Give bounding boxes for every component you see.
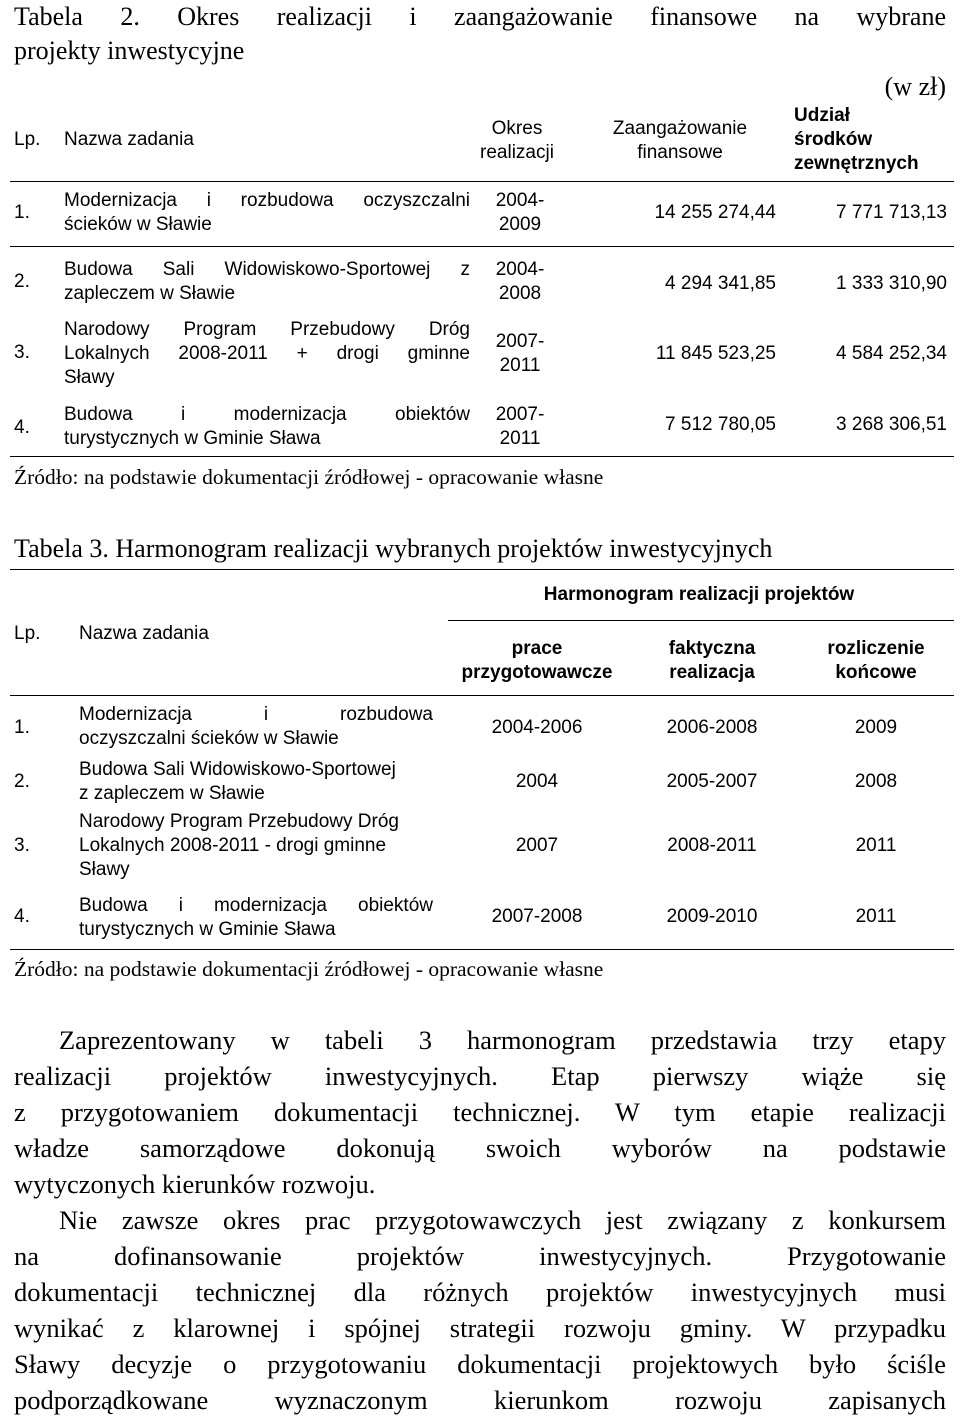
table2-row4-external: 3 268 306,51 — [836, 414, 947, 435]
body-p1-line: Zaprezentowany w tabeli 3 harmonogram przedstawia trzy etapy — [59, 1025, 946, 1055]
table2-row3-name: Narodowy Program Przebudowy Dróg Lokalnych 2008-2011 + drogi gminne Sławy — [64, 319, 470, 388]
table2-row1-name: Modernizacja i rozbudowa oczyszczalni ścieków w Sławie — [64, 190, 470, 235]
table2-row1-rule — [10, 246, 954, 247]
table2-caption-line1: Tabela 2. Okres realizacji i zaangażowanie finansowe na wybrane — [14, 2, 946, 31]
table2-row1-lp: 1. — [14, 202, 30, 223]
body-p2-line: na dofinansowanie projektów inwestycyjnych. Przygotowanie — [14, 1241, 946, 1271]
table2-header-lp: Lp. — [14, 129, 41, 150]
table3-row3-actual: 2008-2011 — [667, 835, 757, 856]
table2-row1-period: 2004- 2009 — [495, 190, 545, 235]
table3-header-prep: prace przygotowawcze — [461, 638, 613, 683]
body-p2-line: Nie zawsze okres prac przygotowawczych jest związany z konkursem — [59, 1205, 946, 1235]
table2-source: Źródło: na podstawie dokumentacji źródłowej - opracowanie własne — [14, 465, 604, 489]
table3-header-name: Nazwa zadania — [79, 623, 209, 644]
table3-row1-final: 2009 — [854, 717, 898, 738]
body-p2-line: dokumentacji technicznej dla różnych projektów inwestycyjnych musi — [14, 1277, 946, 1307]
table3-header-group: Harmonogram realizacji projektów — [543, 584, 855, 605]
table3-row2-final: 2008 — [854, 771, 898, 792]
table2-bottom-rule — [10, 456, 954, 457]
body-p2-line: Sławy decyzje o przygotowaniu dokumentacji projektowych było ściśle — [14, 1349, 946, 1379]
table2-row3-lp: 3. — [14, 342, 30, 363]
table3-row2-prep: 2004 — [515, 771, 559, 792]
body-p2-line: podporządkowane wyznaczonym kierunkom rozwoju zapisanych — [14, 1385, 946, 1415]
table2-header-external: Udział środków zewnętrznych — [794, 105, 919, 174]
table2-row1-external: 7 771 713,13 — [836, 202, 947, 223]
table3-row2-actual: 2005-2007 — [666, 771, 758, 792]
table3-row4-final: 2011 — [855, 906, 897, 927]
table3-header-final: rozliczenie końcowe — [827, 638, 925, 683]
body-p1-line: realizacji projektów inwestycyjnych. Etap pierwszy wiąże się — [14, 1061, 946, 1091]
table3-row2-lp: 2. — [14, 771, 30, 792]
table2-row2-lp: 2. — [14, 271, 30, 292]
table3-row3-lp: 3. — [14, 835, 30, 856]
table2-header-name: Nazwa zadania — [64, 129, 194, 150]
table3-row1-lp: 1. — [14, 717, 30, 738]
table2-row1-finance: 14 255 274,44 — [654, 202, 776, 223]
body-p1-line: z przygotowaniem dokumentacji technicznej. W tym etapie realizacji — [14, 1097, 946, 1127]
table3-top-rule — [10, 569, 954, 570]
table3-row4-prep: 2007-2008 — [491, 906, 583, 927]
table2-row2-finance: 4 294 341,85 — [665, 273, 776, 294]
table3-source: Źródło: na podstawie dokumentacji źródłowej - opracowanie własne — [14, 957, 604, 981]
table3-group-rule — [448, 620, 954, 621]
table3-header-actual: faktyczna realizacja — [668, 638, 756, 683]
body-p1-line: wytyczonych kierunków rozwoju. — [14, 1169, 376, 1199]
table2-caption — [14, 0, 946, 68]
body-paragraph-2 — [14, 1202, 946, 1418]
table3-header-lp: Lp. — [14, 623, 41, 644]
table2-row4-name: Budowa i modernizacja obiektów turystycznych w Gminie Sława — [64, 404, 470, 449]
table3-row4-actual: 2009-2010 — [666, 906, 758, 927]
table3-row1-name: Modernizacja i rozbudowa oczyszczalni ścieków w Sławie — [79, 704, 433, 749]
table2-caption-line2: projekty inwestycyjne — [14, 36, 245, 65]
table3-row4-name: Budowa i modernizacja obiektów turystycznych w Gminie Sława — [79, 895, 433, 940]
table3-row3-prep: 2007 — [515, 835, 559, 856]
table2-row3-external: 4 584 252,34 — [836, 343, 947, 364]
table3-row4-lp: 4. — [14, 906, 30, 927]
table3-header-rule — [10, 695, 954, 696]
table3-row2-name: Budowa Sali Widowiskowo-Sportowej z zapleczem w Sławie — [79, 759, 396, 804]
body-paragraph-1 — [14, 1022, 946, 1202]
table2-row2-period: 2004- 2008 — [495, 259, 545, 304]
body-p2-line: wynikać z klarownej i spójnej strategii rozwoju gminy. W przypadku — [14, 1313, 946, 1343]
table2-row2-name: Budowa Sali Widowiskowo-Sportowej z zapleczem w Sławie — [64, 259, 470, 304]
table2-row2-external: 1 333 310,90 — [836, 273, 947, 294]
table2-unit: (w zł) — [884, 72, 946, 101]
table3-row1-actual: 2006-2008 — [666, 717, 758, 738]
table3-row3-final: 2011 — [855, 835, 897, 856]
table2-row3-finance: 11 845 523,25 — [655, 343, 776, 364]
table2-row3-period: 2007- 2011 — [495, 331, 545, 376]
table3-row3-name: Narodowy Program Przebudowy Dróg Lokalnych 2008-2011 - drogi gminne Sławy — [79, 811, 399, 880]
table3-caption: Tabela 3. Harmonogram realizacji wybranych projektów inwestycyjnych — [14, 534, 773, 563]
body-p1-line: władze samorządowe dokonują swoich wyborów na podstawie — [14, 1133, 946, 1163]
table2-header-period: Okres realizacji — [480, 118, 554, 163]
table3-bottom-rule — [10, 949, 954, 950]
table2-row4-finance: 7 512 780,05 — [665, 414, 776, 435]
table2-row4-lp: 4. — [14, 417, 30, 438]
table2-header-finance: Zaangażowanie finansowe — [612, 118, 748, 163]
table2-row4-period: 2007- 2011 — [495, 404, 545, 449]
table3-row1-prep: 2004-2006 — [491, 717, 583, 738]
table2-header-rule — [10, 181, 954, 182]
